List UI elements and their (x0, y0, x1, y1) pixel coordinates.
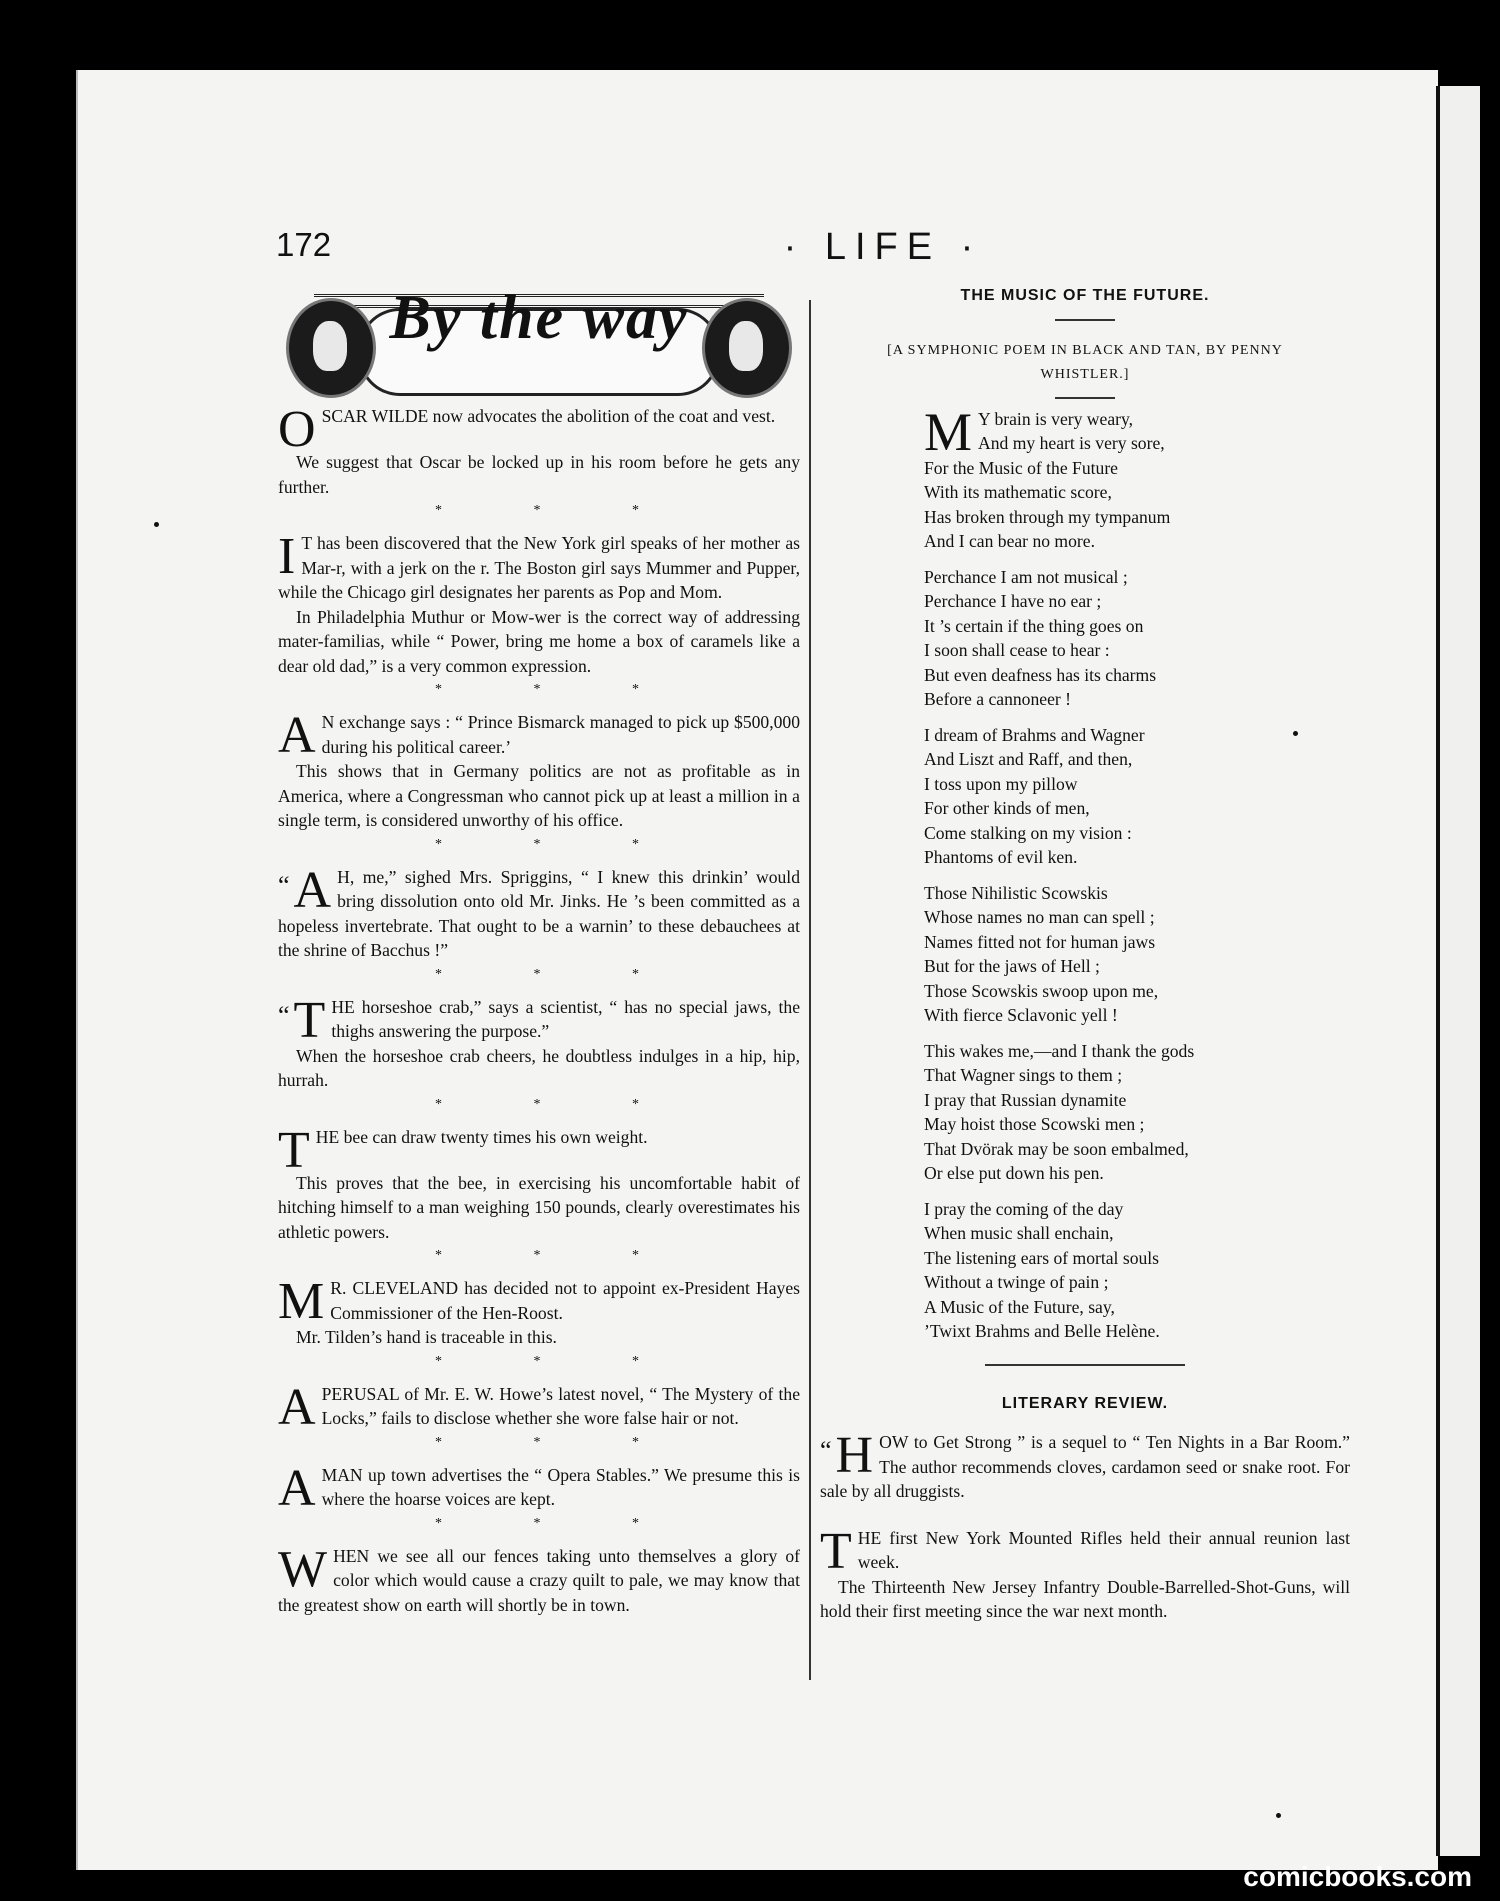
section-stars: * * * (435, 966, 683, 982)
paragraph-text: PERUSAL of Mr. E. W. Howe’s latest novel, “ The Mystery of the Locks,” fails to disclose whether she wore false hair or not. (321, 1383, 800, 1428)
drop-cap: M (924, 401, 973, 462)
poem-line: And my heart is very sore, (978, 433, 1165, 453)
poem-subtitle-line: WHISTLER.] (1040, 366, 1130, 382)
right-column (820, 284, 1350, 1626)
poem-stanza (924, 1039, 1350, 1186)
paragraph (278, 991, 800, 1049)
review-title: LITERARY REVIEW. (1001, 1394, 1169, 1412)
poem-line: ’Twixt Brahms and Belle Helène. (924, 1321, 1160, 1341)
left-items (278, 401, 800, 1617)
article-item (278, 1540, 800, 1618)
poem-line: With its mathematic score, (924, 482, 1112, 502)
page-header (276, 226, 1350, 270)
section-rule (985, 1364, 1185, 1366)
paragraph: When the horseshoe crab cheers, he doubtless indulges in a hip, hip, hurrah. (278, 1045, 800, 1090)
drop-cap: H (835, 1427, 874, 1484)
poem-body (924, 401, 1350, 1344)
paragraph: In Philadelphia Muthur or Mow-wer is the correct way of addressing mater-familias, while “ Power, bring me home a box of caramels like a dear old dad,” is a very common expression. (278, 606, 800, 676)
paragraph: This proves that the bee, in exercising his uncomfortable habit of hitching himself to a man weighing 150 pounds, clearly overestimates his athletic powers. (278, 1172, 800, 1242)
drop-cap: A (278, 707, 316, 764)
poem-line: The listening ears of mortal souls (924, 1247, 1160, 1268)
paragraph (278, 1540, 800, 1618)
poem-line: Without a twinge of pain ; (924, 1272, 1109, 1292)
article-item (278, 1121, 800, 1245)
article-item (278, 401, 800, 499)
paragraph-text: T has been discovered that the New York girl speaks of her mother as Mar-r, with a jerk on the r. The Boston girl says Mummer and Pupper, while the Chicago girl designates her parents as Pop and Mom. (278, 533, 800, 602)
poem-line: That Wagner sings to them ; (924, 1065, 1123, 1085)
drop-cap: I (278, 528, 296, 585)
poem-line: Or else put down his pen. (924, 1163, 1104, 1183)
paragraph (278, 1121, 800, 1179)
portrait-medallion-right (702, 298, 792, 398)
section-stars: * * * (435, 1248, 683, 1263)
drop-cap: T (820, 1522, 852, 1580)
paragraph-text: N exchange says : “ Prince Bismarck managed to pick up $500,000 during his political career.’ (321, 712, 800, 757)
section-stars: * * * (435, 1515, 683, 1531)
watermark: comicbooks.com (1243, 1861, 1472, 1892)
drop-cap: A (278, 1459, 316, 1517)
article-item (278, 1378, 800, 1436)
paragraph (278, 707, 800, 764)
drop-cap: A (293, 861, 332, 919)
poem-line: Phantoms of evil ken. (924, 847, 1078, 867)
poem-stanza (924, 565, 1350, 712)
left-column (278, 284, 800, 1619)
poem-line: And Liszt and Raff, and then, (924, 749, 1133, 769)
column-rule (809, 300, 811, 1680)
paragraph-text: HE bee can draw twenty times his own weight. (315, 1126, 648, 1147)
page-number: 172 (276, 226, 332, 263)
poem-line: Those Nihilistic Scowskis (924, 882, 1108, 903)
portrait-medallion-left (286, 298, 376, 398)
paragraph: This shows that in Germany politics are not as profitable as in America, where a Congressman who cannot pick up at least a million in a single term, is considered unworthy of his office. (278, 761, 800, 830)
paragraph (820, 1522, 1350, 1580)
review-items (820, 1427, 1350, 1624)
paragraph-text: MAN up town advertises the “ Opera Stables.” We presume this is where the hoarse voices are kept. (321, 1464, 800, 1509)
poem-stanza (924, 1197, 1350, 1344)
subtitle-rule (1055, 397, 1115, 399)
poem-line: Has broken through my tympanum (924, 506, 1171, 527)
drop-cap: W (278, 1540, 328, 1598)
paragraph-text: HE first New York Mounted Rifles held their annual reunion last week. (857, 1527, 1350, 1572)
paragraph-text: R. CLEVELAND has decided not to appoint ex-President Hayes Commissioner of the Hen-Roost. (330, 1278, 800, 1323)
article-item (278, 1459, 800, 1517)
article-item (820, 1427, 1350, 1504)
poem-title: THE MUSIC OF THE FUTURE. (960, 287, 1210, 304)
paragraph: The Thirteenth New Jersey Infantry Double-Barrelled-Shot-Guns, will hold their first meeting since the war next month. (820, 1576, 1350, 1621)
section-stars: * * * (435, 682, 683, 697)
scan-speck (1276, 1813, 1281, 1818)
poem-line: With fierce Sclavonic yell ! (924, 1005, 1118, 1025)
poem-line: I pray the coming of the day (924, 1198, 1124, 1219)
open-quote: “ (278, 1000, 290, 1030)
poem-line: May hoist those Scowski men ; (924, 1114, 1145, 1134)
poem-line: And I can bear no more. (924, 531, 1095, 551)
poem-line: I soon shall cease to hear : (924, 640, 1110, 660)
poem-line: A Music of the Future, say, (924, 1296, 1115, 1317)
poem-line: Those Scowskis swoop upon me, (924, 980, 1159, 1001)
poem-line: I dream of Brahms and Wagner (924, 724, 1145, 745)
drop-cap: M (278, 1273, 325, 1330)
article-item (278, 1273, 800, 1350)
poem-subtitle-line: [A SYMPHONIC POEM IN BLACK AND TAN, BY PENNY (887, 342, 1283, 358)
poem-line: For other kinds of men, (924, 798, 1090, 818)
paragraph: Mr. Tilden’s hand is traceable in this. (296, 1327, 557, 1347)
paragraph (278, 401, 800, 458)
magazine-title: · LIFE · (783, 226, 983, 268)
paragraph-text: OW to Get Strong ” is a sequel to “ Ten Nights in a Bar Room.” The author recommends cloves, cardamon seed or snake root. For sale by all druggists. (820, 1432, 1350, 1501)
paragraph-text: SCAR WILDE now advocates the abolition of the coat and vest. (321, 406, 776, 426)
poem-line: This wakes me,—and I thank the gods (924, 1040, 1195, 1061)
scan-speck (154, 522, 159, 527)
title-rule (1055, 319, 1115, 321)
poem-subtitle (820, 339, 1350, 387)
paragraph (820, 1427, 1350, 1504)
paragraph-text: H, me,” sighed Mrs. Spriggins, “ I knew this drinkin’ would bring dissolution onto old Mr. Jinks. He ’s been committed as a hopeless invertebrate. That ought to be a warnin’ to these debauchees at the shrine of Bacchus !” (278, 866, 800, 960)
poem-stanza (924, 723, 1350, 870)
section-stars: * * * (435, 1434, 683, 1450)
by-the-way-banner (278, 284, 800, 400)
banner-title: By the way (389, 284, 689, 352)
drop-cap: O (278, 401, 316, 458)
article-item (278, 707, 800, 833)
drop-cap: A (278, 1378, 316, 1436)
facing-page-edge (1436, 86, 1480, 1856)
poem-line: I toss upon my pillow (924, 773, 1078, 794)
paragraph-text: HE horseshoe crab,” says a scientist, “ has no special jaws, the thighs answering the purpose.” (331, 996, 800, 1041)
article-item (278, 528, 800, 678)
poem-line: Perchance I have no ear ; (924, 591, 1102, 611)
poem-line: But for the jaws of Hell ; (924, 956, 1100, 976)
paragraph (278, 528, 800, 605)
poem-line: Before a cannoneer ! (924, 689, 1072, 709)
article-item (278, 991, 800, 1093)
open-quote: “ (278, 870, 290, 900)
spacer (820, 1506, 1350, 1526)
poem-line: For the Music of the Future (924, 457, 1118, 478)
paragraph: We suggest that Oscar be locked up in his room before he gets any further. (278, 452, 800, 497)
poem-line: It ’s certain if the thing goes on (924, 615, 1144, 636)
section-stars: * * * (435, 1353, 683, 1369)
section-stars: * * * (435, 1096, 683, 1112)
open-quote: “ (820, 1436, 832, 1465)
poem-line: I pray that Russian dynamite (924, 1089, 1127, 1110)
poem-stanza (924, 881, 1350, 1028)
paragraph (278, 1378, 800, 1436)
section-stars: * * * (435, 503, 683, 518)
poem-line: When music shall enchain, (924, 1223, 1114, 1243)
poem-line: Whose names no man can spell ; (924, 907, 1155, 927)
poem-line: But even deafness has its charms (924, 664, 1157, 685)
paragraph (278, 861, 800, 963)
drop-cap: T (293, 991, 326, 1049)
poem-line: Y brain is very weary, (978, 408, 1134, 429)
poem-first-line (924, 401, 1350, 554)
article-item (820, 1522, 1350, 1624)
poem-line: Perchance I am not musical ; (924, 566, 1128, 587)
paragraph (278, 1459, 800, 1517)
poem-line: That Dvörak may be soon embalmed, (924, 1138, 1189, 1159)
poem-line: Names fitted not for human jaws (924, 931, 1156, 952)
poem-line: Come stalking on my vision : (924, 822, 1132, 843)
paragraph-text: HEN we see all our fences taking unto themselves a glory of color which would cause a crazy quilt to pale, we may know that the greatest show on earth will shortly be in town. (278, 1545, 800, 1615)
section-stars: * * * (435, 836, 683, 852)
paragraph (278, 1273, 800, 1330)
article-item (278, 861, 800, 963)
drop-cap: T (278, 1121, 310, 1179)
